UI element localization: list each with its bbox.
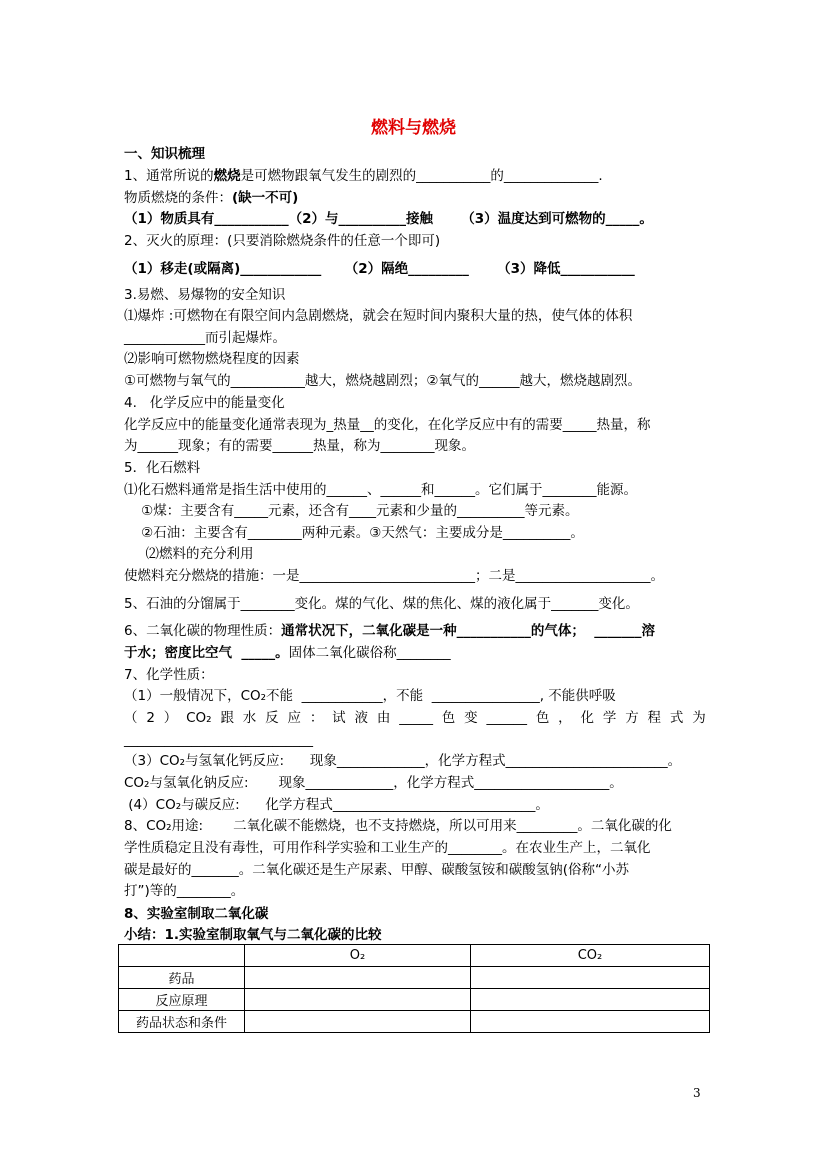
text-line: 学性质稳定且没有毒性，可用作科学实验和工业生产的________。在农业生产上，二氧化 [124,840,651,856]
text-segment: 固体二氧化碳俗称________ [288,645,451,661]
text-line: ②石油：主要含有________两种元素。③天然气：主要成分是__________。 [124,525,584,541]
table-cell [471,1011,710,1033]
text-segment: 为 [692,710,706,726]
text-line: ⑵燃料的充分利用 [124,546,254,562]
table-header-cell: O₂ [245,945,471,967]
bold-term: (缺一不可) [232,190,299,206]
text-line: (4）CO₂与碳反应: 化学方程式______________________________。 [124,797,549,813]
text-line: ⑴化石燃料通常是指生活中使用的______、______和______。它们属于________能源。 [124,482,637,498]
text-line: 3.易燃、易爆物的安全知识 [124,287,286,303]
text-line: （3）CO₂与氢氧化钙反应: 现象_____________，化学方程式________________________。 [124,753,682,769]
table-row-label: 药品状态和条件 [119,1011,245,1033]
text-line: 使燃料充分燃烧的措施：一是__________________________；二是____________________。 [124,568,664,584]
text-line: 8、CO₂用途: 二氧化碳不能燃烧，也不支持燃烧，所以可用来_________。二氧化碳的化 [124,818,672,834]
text-segment: 色 [535,710,550,726]
table-cell [471,989,710,1011]
table-header-cell [119,945,245,967]
text-segment: ： [309,710,324,726]
table-cell [245,967,471,989]
text-segment: 式 [669,710,684,726]
text-line: 5、石油的分馏属于________变化。煤的气化、煤的焦化、煤的液化属于_______变化。 [124,596,639,612]
table-cell [245,989,471,1011]
text-line [124,167,603,185]
text-line: ⑴爆炸 :可燃物在有限空间内急剧燃烧，就会在短时间内聚积大量的热，使气体的体积 [124,308,633,324]
text-line: 2、灭火的原理：(只要消除燃烧条件的任意一个即可) [124,233,441,249]
table-cell [245,1011,471,1033]
text-segment: 学 [602,710,617,726]
text-line: 7、化学性质： [124,667,214,683]
text-line: ____________而引起爆炸。 [124,330,286,346]
text-segment: 跟 [220,710,234,726]
section-heading: 一、知识梳理 [124,146,205,162]
text-segment: ， [558,710,572,726]
text-line: 化学反应中的能量变化通常表现为_热量__的变化，在化学反应中有的需要_____热量，称 [124,417,651,433]
text-segment: 2 [146,710,155,726]
text-line: 打”)等的________。 [124,883,245,899]
text-segment: 1、通常所说的 [124,168,214,184]
text-segment: 液 [354,710,368,726]
text-segment: _____ [399,710,433,726]
text-segment: 方 [625,710,639,726]
text-line [124,622,655,640]
text-segment: CO₂ [186,710,212,726]
section-heading: 小结：1.实验室制取氧气与二氧化碳的比较 [124,927,382,943]
text-segment: 6、二氧化碳的物理性质： [124,623,282,639]
text-segment: ） [163,710,178,726]
text-line: （1）物质具有___________（2）与__________接触 （3）温度达到可燃物的_____。 [124,211,653,227]
text-segment: ______ [486,710,527,726]
bold-term: 燃烧 [213,168,241,184]
page-number: 3 [693,1086,701,1100]
bold-term: 于水；密度比空气 _____。 [124,645,289,661]
justified-line [124,709,706,727]
text-line [124,189,298,207]
text-line: ①煤：主要含有_____元素，还含有____元素和少量的__________等元素。 [124,503,579,519]
text-segment: 变 [464,710,478,726]
page-title: 燃料与燃烧 [371,118,456,138]
comparison-table [118,944,710,1033]
text-line: ____________________________ [124,732,313,748]
table-row [119,989,710,1011]
text-line: ①可燃物与氧气的___________越大，燃烧越剧烈；②氧气的______越大，燃烧越剧烈。 [124,373,641,389]
text-segment: 是可燃物跟氧气发生的剧烈的___________的______________. [240,168,603,184]
text-segment: 反 [265,710,279,726]
table-cell [471,967,710,989]
text-line: （1）移走(或隔离)____________ （2）隔绝_________ （3）降低___________ [124,261,635,277]
text-line: （1）一般情况下，CO₂不能 ____________，不能 ________________, 不能供呼吸 [124,688,616,704]
text-segment: （ [124,710,138,726]
text-segment: 试 [332,710,346,726]
bold-term: 通常状况下，二氧化碳是一种___________的气体； _______溶 [281,623,655,639]
table-header-row [119,945,710,967]
text-line: 4. 化学反应中的能量变化 [124,395,285,411]
text-segment: 程 [647,710,662,726]
table-row [119,1011,710,1033]
text-segment: 化 [580,710,594,726]
table-row-label: 反应原理 [119,989,245,1011]
section-heading: 8、实验室制取二氧化碳 [124,906,269,922]
text-line [124,644,451,662]
text-segment: 由 [376,710,391,726]
text-segment: 色 [441,710,456,726]
table-header-cell: CO₂ [471,945,710,967]
table-row-label: 药品 [119,967,245,989]
table-row [119,967,710,989]
text-line: 为______现象；有的需要______热量，称为________现象。 [124,438,475,454]
text-line: 5．化石燃料 [124,460,201,476]
text-line: 碳是最好的_______。二氧化碳还是生产尿素、甲醇、碳酸氢铵和碳酸氢钠(俗称“小苏 [124,862,630,878]
text-line: ⑵影响可燃物燃烧程度的因素 [124,351,300,367]
text-segment: 水 [242,710,257,726]
text-segment: 应 [287,710,301,726]
text-segment: 物质燃烧的条件： [124,190,232,206]
text-line: CO₂与氢氧化钠反应: 现象_____________，化学方程式____________________。 [124,775,623,791]
